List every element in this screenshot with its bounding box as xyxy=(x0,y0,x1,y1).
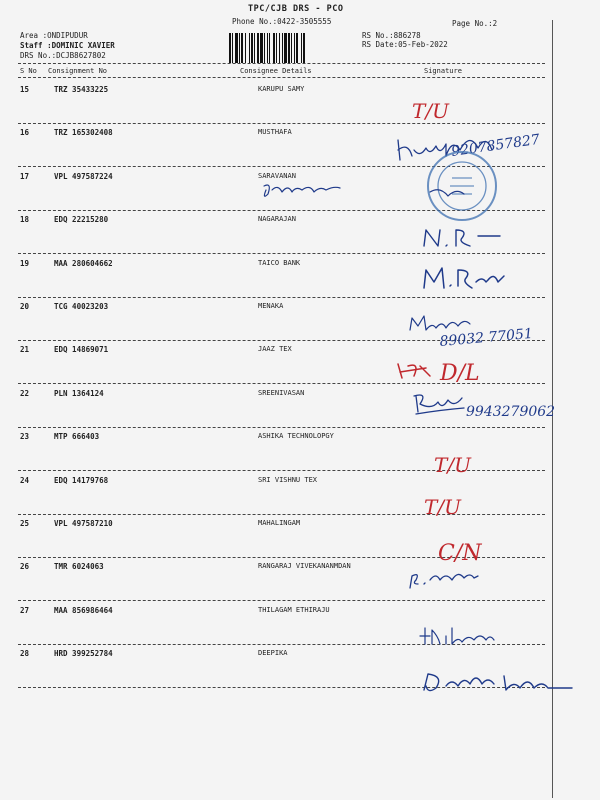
handwritten-dl-row21 xyxy=(398,361,480,386)
staff-name: Staff :DOMINIC XAVIER xyxy=(20,41,115,50)
handwritten-tu-row25 xyxy=(424,495,462,519)
row-consignee: NAGARAJAN xyxy=(258,215,296,224)
row-sno: 25 xyxy=(20,519,30,528)
handwritten-tu-row24 xyxy=(434,453,472,477)
svg-text:C/N: C/N xyxy=(438,541,482,566)
row-sno: 15 xyxy=(20,85,30,94)
page-number: Page No.:2 xyxy=(452,19,498,28)
rs-date: RS Date:05-Feb-2022 xyxy=(362,40,448,49)
col-header-consignee: Consignee Details xyxy=(240,67,312,75)
row-consignee: ASHIKA TECHNOLOPGY xyxy=(258,432,334,441)
col-header-consignment: Consignment No xyxy=(48,67,108,75)
drs-number: DRS No.:DCJB8627802 xyxy=(20,51,106,60)
signature-row28 xyxy=(424,674,572,691)
row-consignee: TAICO BANK xyxy=(258,258,301,267)
row-sno: 21 xyxy=(20,345,30,355)
signature-row18 xyxy=(424,230,500,246)
row-sno: 22 xyxy=(20,388,30,398)
phone-number: Phone No.:0422-3505555 xyxy=(232,17,332,26)
row-consignee: MAHALINGAM xyxy=(258,519,301,527)
col-header-sno: S No xyxy=(20,67,37,75)
row-consignment-no: MAA 856986464 xyxy=(54,605,113,615)
sheet-title: TPC/CJB DRS - PCO xyxy=(248,4,344,14)
signature-row16 xyxy=(398,132,541,160)
signature-row17 xyxy=(264,185,464,196)
row-consignee: KARUPU SAMY xyxy=(258,85,305,93)
row-sno: 28 xyxy=(20,649,30,659)
row-consignment-no: EDQ 22215280 xyxy=(54,215,109,225)
row-consignee: SRI VISHNU TEX xyxy=(258,475,318,484)
handwritten-tu-row15 xyxy=(412,99,450,123)
signature-row19 xyxy=(424,268,504,288)
row-consignment-no: TRZ 35433225 xyxy=(54,85,109,94)
courier-stamp xyxy=(428,152,496,220)
row-sno: 19 xyxy=(20,258,30,268)
row-consignee: SREENIVASAN xyxy=(258,388,305,397)
row-consignment-no: MTP 666403 xyxy=(54,432,100,442)
row-consignee: RANGARAJ VIVEKANANMDAN xyxy=(258,562,351,571)
row-consignment-no: TMR 6024063 xyxy=(54,562,104,572)
signature-row27 xyxy=(420,628,494,644)
row-consignee: MENAKA xyxy=(258,302,284,310)
row-consignment-no: TRZ 165302408 xyxy=(54,128,113,138)
area: Area :ONDIPUDUR xyxy=(20,31,88,40)
col-header-signature: Signature xyxy=(424,67,462,75)
row-consignee: DEEPIKA xyxy=(258,649,288,658)
row-consignee: SARAVANAN xyxy=(258,171,296,180)
svg-text:T/U: T/U xyxy=(434,453,471,477)
row-sno: 27 xyxy=(20,605,30,615)
svg-text:T/U: T/U xyxy=(424,495,461,519)
row-consignee: JAAZ TEX xyxy=(258,345,292,354)
row-consignment-no: EDQ 14869071 xyxy=(54,345,109,355)
row-sno: 17 xyxy=(20,171,30,181)
row-sno: 16 xyxy=(20,128,30,138)
row-consignee: THILAGAM ETHIRAJU xyxy=(258,605,330,614)
row-consignment-no: HRD 399252784 xyxy=(54,649,113,659)
signature-row20 xyxy=(410,316,534,350)
row-sno: 24 xyxy=(20,475,30,485)
signature-row22 xyxy=(414,395,555,420)
row-consignee: MUSTHAFA xyxy=(258,128,292,137)
svg-text:9207857827: 9207857827 xyxy=(450,131,541,160)
svg-text:D/L: D/L xyxy=(440,361,480,386)
rs-number: RS No.:886278 xyxy=(362,31,421,40)
signature-row26 xyxy=(410,574,478,588)
svg-text:T/U: T/U xyxy=(412,99,449,123)
row-sno: 26 xyxy=(20,562,30,572)
row-consignment-no: MAA 280604662 xyxy=(54,258,113,268)
row-consignment-no: PLN 1364124 xyxy=(54,388,104,398)
svg-text:9943279062: 9943279062 xyxy=(466,404,556,420)
row-consignment-no: EDQ 14179768 xyxy=(54,475,109,485)
row-sno: 18 xyxy=(20,215,30,225)
row-sno: 20 xyxy=(20,302,30,311)
row-consignment-no: TCG 40023203 xyxy=(54,302,109,311)
handwritten-cn-row26 xyxy=(438,541,482,566)
row-sno: 23 xyxy=(20,432,30,442)
row-consignment-no: VPL 497587210 xyxy=(54,519,113,528)
svg-text:89032 77051: 89032 77051 xyxy=(438,325,534,350)
row-consignment-no: VPL 497587224 xyxy=(54,171,113,181)
